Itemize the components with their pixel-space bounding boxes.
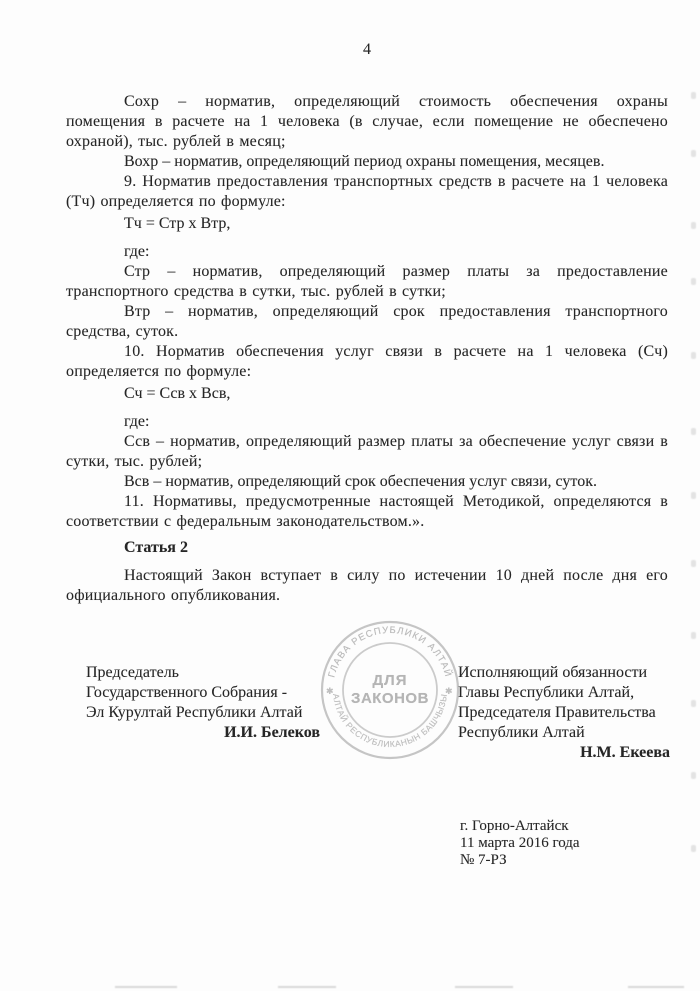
scan-artifact: [691, 492, 696, 499]
stamp-star-right-icon: ✱: [445, 686, 453, 696]
stamp-top-arc-text: ГЛАВА РЕСПУБЛИКИ АЛТАЙ: [326, 624, 454, 679]
issuance-block: [460, 818, 580, 869]
paragraph-vtr: Втр – норматив, определяющий срок предоставления транспортного средства, суток.: [66, 303, 668, 340]
scan-artifact: [691, 92, 696, 99]
scan-artifact: [115, 986, 177, 988]
page-number: 4: [363, 41, 371, 58]
paragraph-ssv: Ссв – норматив, определяющий размер платы за обеспечение услуг связи в сутки, тыс. рублей;: [66, 433, 668, 470]
scan-artifact: [691, 772, 696, 779]
document-body: [66, 40, 668, 606]
paragraph-vokhr: Вохр – норматив, определяющий период охраны помещения, месяцев.: [124, 153, 605, 170]
paragraph-item-10: 10. Норматив обеспечения услуг связи в расчете на 1 человека (Сч) определяется по формуле:: [66, 343, 668, 380]
signatory-name-ekeeva: Н.М. Екеева: [580, 744, 670, 761]
signatory-title-line: Эл Курултай Республики Алтай: [86, 704, 303, 721]
signatory-title-line: Республики Алтай: [458, 724, 585, 741]
scan-artifact: [691, 150, 696, 157]
scan-artifact: [278, 986, 336, 988]
issuance-city: г. Горно-Алтайск: [460, 818, 569, 834]
scan-artifact: [691, 632, 696, 639]
signatory-title-line: Главы Республики Алтай,: [458, 684, 635, 701]
stamp-center-line1: ДЛЯ: [372, 672, 408, 689]
paragraph-item-9: 9. Норматив предоставления транспортных средств в расчете на 1 человека (Тч) определяется по формуле:: [66, 173, 668, 210]
paragraph-item-11: 11. Нормативы, предусмотренные настоящей Методикой, определяются в соответствии с федеральным законодательством.».: [66, 493, 668, 530]
signatory-title-line: Председатель: [86, 664, 179, 681]
formula-tch: Тч = Стр х Втр,: [124, 215, 231, 232]
issuance-date: 11 марта 2016 года: [460, 835, 580, 851]
scan-artifact: [691, 352, 696, 359]
scan-artifact: [691, 428, 696, 435]
signatory-name-belekov: И.И. Белеков: [224, 724, 320, 741]
formula-sch: Сч = Ссв х Всв,: [124, 385, 231, 402]
scan-artifact: [691, 560, 696, 567]
signatory-title-line: Председателя Правительства: [458, 704, 656, 721]
paragraph-vsv: Всв – норматив, определяющий срок обеспечения услуг связи, суток.: [124, 473, 597, 490]
scan-artifact: [691, 845, 696, 852]
signatory-title-line: Государственного Собрания -: [86, 684, 288, 701]
paragraph-sokhr: Сохр – норматив, определяющий стоимость обеспечения охраны помещения в расчете на 1 человека (в случае, если помещение не обеспечено охраной), тыс. рублей в месяц;: [66, 93, 668, 150]
signature-block-right: [458, 663, 670, 763]
paragraph-str: Стр – норматив, определяющий размер платы за предоставление транспортного средства в сутки, тыс. рублей в сутки;: [66, 263, 668, 300]
stamp-bottom-arc-text: АЛТАЙ РЕСПУБЛИКАНЫН БАШЧЫЗЫ: [331, 692, 449, 750]
where-label-2: где:: [124, 413, 150, 430]
scan-artifact: [691, 700, 696, 707]
svg-text:ГЛАВА РЕСПУБЛИКИ АЛТАЙ: [326, 625, 454, 679]
issuance-number: № 7-РЗ: [460, 852, 507, 868]
scan-artifact: [455, 986, 513, 988]
where-label-1: где:: [124, 243, 150, 260]
scan-artifact: [691, 278, 696, 285]
stamp-center-line2: ЗАКОНОВ: [351, 690, 429, 707]
paragraph-entry-into-force: Настоящий Закон вступает в силу по истечении 10 дней после дня его официального опубликования.: [66, 567, 668, 604]
scan-artifact: [691, 222, 696, 229]
signatory-title-line: Исполняющий обязанности: [458, 664, 648, 681]
official-stamp: [318, 618, 462, 762]
article-2-heading: Статья 2: [124, 539, 188, 556]
scan-artifact: [628, 986, 684, 988]
signature-block-left: [86, 663, 320, 743]
stamp-star-left-icon: ✱: [326, 686, 334, 696]
